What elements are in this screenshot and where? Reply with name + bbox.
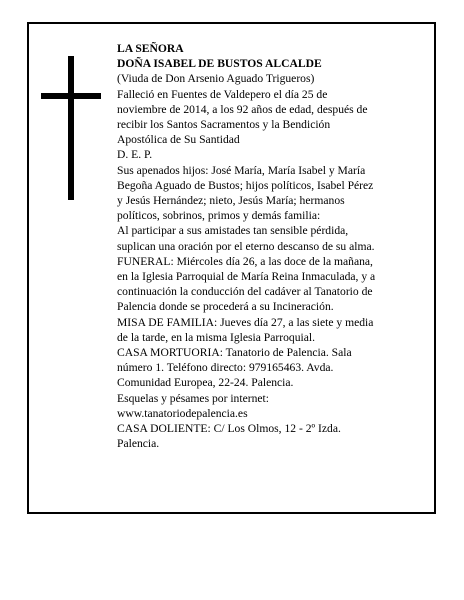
funeral-line-3: continuación la conducción del cadáver al Tanatorio de — [117, 285, 373, 299]
death-line-1: Falleció en Fuentes de Valdepero el día 25 de — [117, 87, 328, 101]
prayer-line-1: Al participar a sus amistades tan sensible pérdida, — [117, 224, 349, 238]
funeral-line-2: en la Iglesia Parroquial de María Reina Inmaculada, y a — [117, 270, 376, 284]
funeral-line-4: Palencia donde se procederá a su Incineración. — [117, 300, 334, 314]
widow-line: (Viuda de Don Arsenio Aguado Trigueros) — [117, 72, 315, 86]
internet-line: Esquelas y pésames por internet: — [117, 391, 269, 405]
mortuary-line-2: número 1. Teléfono directo: 979165463. Avda. — [117, 361, 334, 375]
cross-horizontal-bar — [41, 93, 101, 99]
obituary-text — [117, 41, 433, 451]
family-line-2: Begoña Aguado de Bustos; hijos políticos, Isabel Pérez — [117, 178, 374, 192]
rip-line: D. E. P. — [117, 148, 153, 162]
death-line-3: recibir los Santos Sacramentos y la Bendición — [117, 118, 331, 132]
mourning-house-line-2: Palencia. — [117, 437, 160, 451]
family-mass-line-2: de la tarde, en la misma Iglesia Parroquial. — [117, 330, 315, 344]
mortuary-line-3: Comunidad Europea, 22-24. Palencia. — [117, 376, 294, 390]
latin-cross-icon — [41, 56, 101, 200]
deceased-name: DOÑA ISABEL DE BUSTOS ALCALDE — [117, 57, 322, 71]
funeral-line-1: FUNERAL: Miércoles día 26, a las doce de la mañana, — [117, 254, 373, 268]
mortuary-line-1: CASA MORTUORIA: Tanatorio de Palencia. Sala — [117, 346, 352, 360]
website-line: www.tanatoriodepalencia.es — [117, 406, 248, 420]
prayer-line-2: suplican una oración por el eterno descanso de su alma. — [117, 239, 375, 253]
obituary-notice — [27, 22, 436, 514]
family-line-3: y Jesús Hernández; nieto, Jesús María; hermanos — [117, 194, 345, 208]
death-line-2: noviembre de 2014, a los 92 años de edad, después de — [117, 102, 368, 116]
cross-vertical-bar — [68, 56, 74, 200]
family-line-4: políticos, sobrinos, primos y demás familia: — [117, 209, 321, 223]
family-line-1: Sus apenados hijos: José María, María Isabel y María — [117, 163, 366, 177]
notice-title: LA SEÑORA — [117, 42, 184, 55]
family-mass-line-1: MISA DE FAMILIA: Jueves día 27, a las siete y media — [117, 315, 374, 329]
death-line-4: Apostólica de Su Santidad — [117, 133, 240, 147]
mourning-house-line-1: CASA DOLIENTE: C/ Los Olmos, 12 - 2º Izda. — [117, 422, 341, 436]
